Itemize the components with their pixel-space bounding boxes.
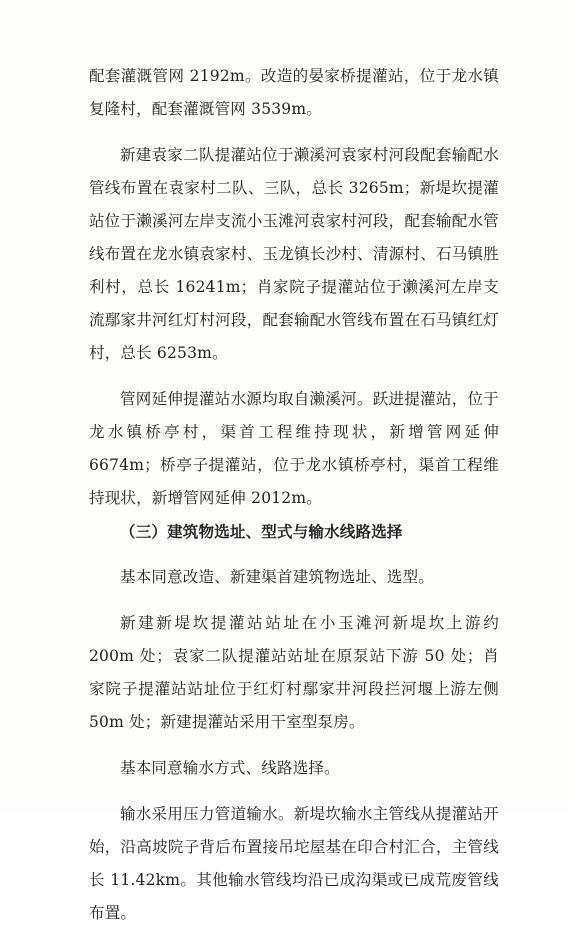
paragraph-station-sites: 新建新堤坎提灌站站址在小玉滩河新堤坎上游约 200m 处；袁家二队提灌站站址在原泵站下游 50 处；肖家院子提灌站站址位于红灯村鄢家井河段拦河堰上游左侧 50m 处；新建提灌站采用干室型泵房。 xyxy=(89,614,499,731)
paragraph-network-extension: 管网延伸提灌站水源均取自濑溪河。跃进提灌站，位于龙水镇桥亭村，渠首工程维持现状，新增管网延伸 6674m；桥亭子提灌站，位于龙水镇桥亭村，渠首工程维持现状，新增管网延伸 2012m。 xyxy=(89,390,499,507)
paragraph-irrigation-network: 配套灌溉管网 2192m。改造的晏家桥提灌站，位于龙水镇复隆村，配套灌溉管网 3539m。 xyxy=(89,67,499,118)
paragraph-site-approval: 基本同意改造、新建渠首建筑物选址、选型。 xyxy=(120,568,435,586)
paragraph-pressure-pipeline: 输水采用压力管道输水。新堤坎输水主管线从提灌站开始，沿高坡院子背后布置接吊坨屋基在印合村汇合，主管线长 11.42km。其他输水管线均沿已成沟渠或已成荒废管线布置。 xyxy=(89,805,499,922)
paragraph-new-stations: 新建袁家二队提灌站位于濑溪河袁家村河段配套输配水管线布置在袁家村二队、三队，总长 3265m；新堤坎提灌站位于濑溪河左岸支流小玉滩河袁家村河段，配套输配水管线布置在龙水镇袁家村、玉龙镇长沙村、清源村、石马镇胜利村，总长 16241m；肖家院子提灌站位于濑溪河左岸支流鄢家井河红灯村河段，配套输配水管线布置在石马镇红灯村，总长 6253m。 xyxy=(89,146,499,362)
section-heading: （三）建筑物选址、型式与输水线路选择 xyxy=(120,522,403,541)
paragraph-route-approval: 基本同意输水方式、线路选择。 xyxy=(120,759,340,777)
document-body xyxy=(89,60,499,930)
